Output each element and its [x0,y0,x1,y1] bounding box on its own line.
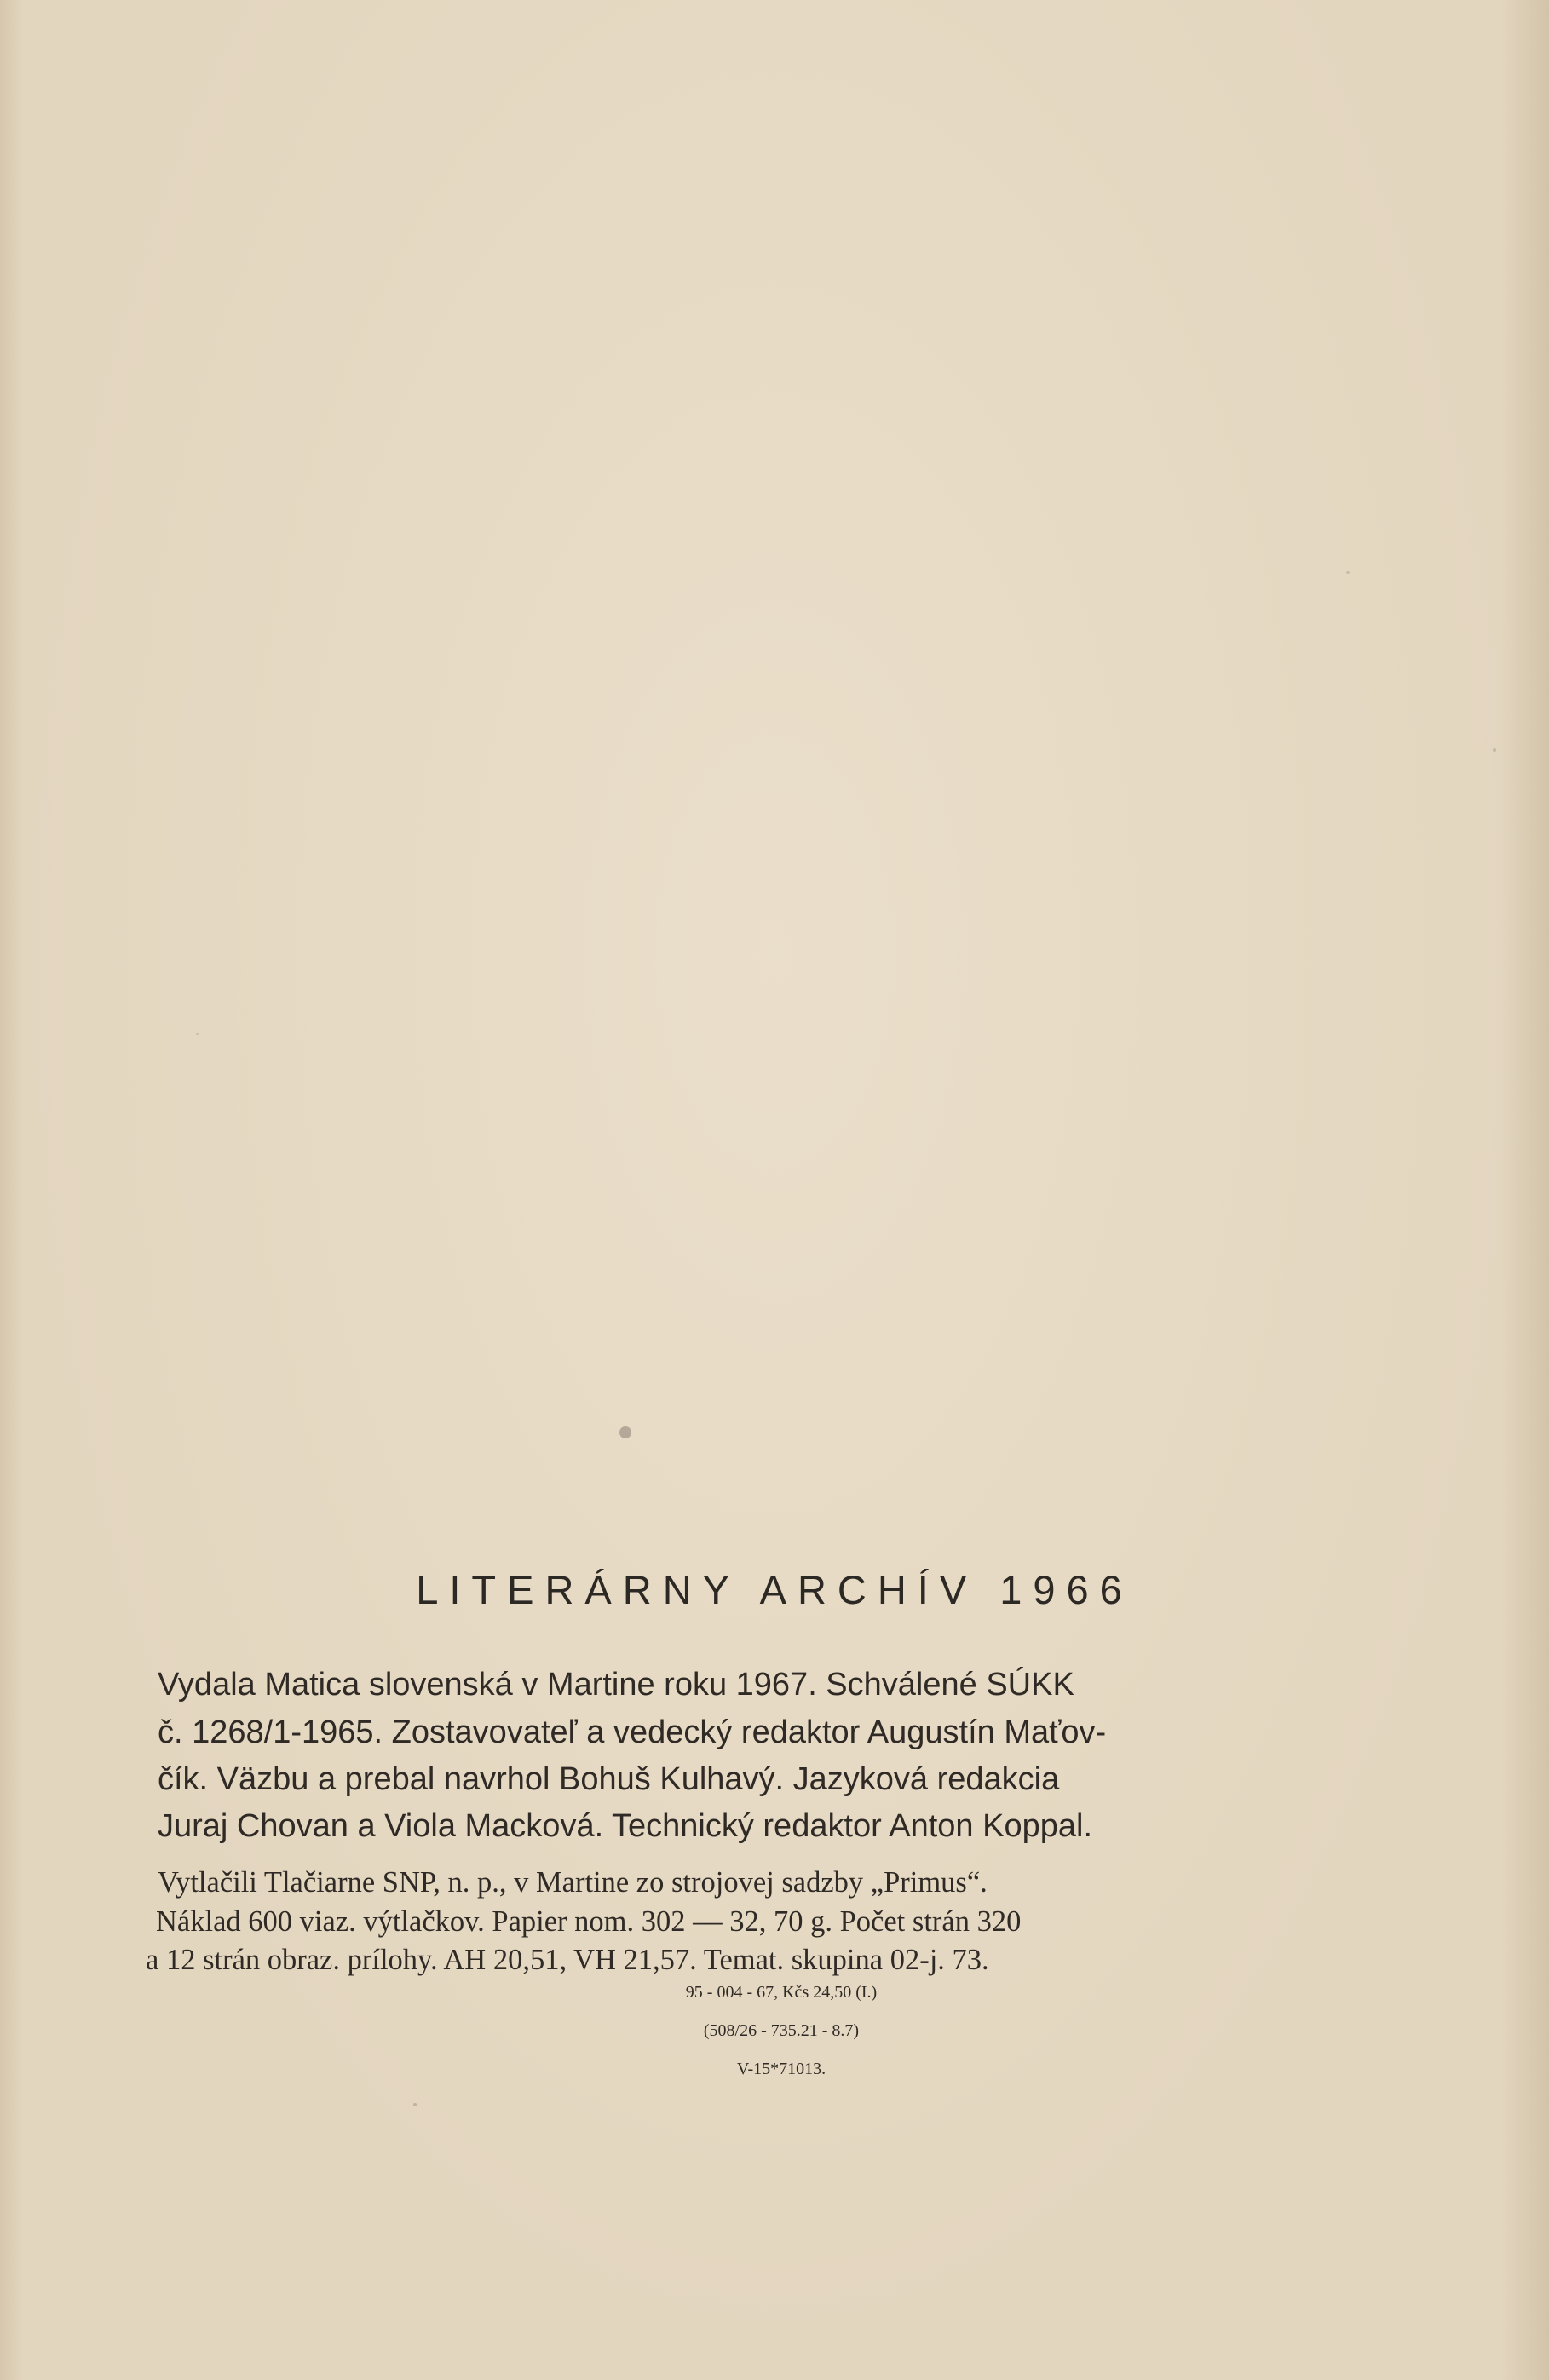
book-title: LITERÁRNY ARCHÍV 1966 [416,1567,1133,1612]
printing-line-6: V-15*71013. [736,2060,826,2078]
publication-line-2: č. 1268/1-1965. Zostavovateľ a vedecký redaktor Augustín Maťov- [158,1714,1107,1750]
publication-line-4: Juraj Chovan a Viola Macková. Technický redaktor Anton Koppal. [158,1808,1093,1844]
paper-speck [413,2103,417,2106]
paper-speck [196,1033,199,1035]
paper-speck [1346,571,1350,574]
printing-line-3: a 12 strán obraz. prílohy. AH 20,51, VH 21,57. Temat. skupina 02-j. 73. [146,1944,989,1976]
printing-line-2: Náklad 600 viaz. výtlačkov. Papier nom. 302 — 32, 70 g. Počet strán 320 [156,1905,1022,1938]
printing-line-4: 95 - 004 - 67, Kčs 24,50 (I.) [685,1983,878,2002]
printing-line-1: Vytlačili Tlačiarne SNP, n. p., v Martine zo strojovej sadzby „Primus“. [158,1866,988,1899]
paper-speck [1493,748,1496,752]
publication-line-1: Vydala Matica slovenská v Martine roku 1967. Schválené SÚKK [158,1667,1074,1703]
paper-speck [619,1426,631,1438]
printing-line-5: (508/26 - 735.21 - 8.7) [703,2021,860,2040]
publication-line-3: čík. Väzbu a prebal navrhol Bohuš Kulhavý. Jazyková redakcia [158,1761,1060,1797]
